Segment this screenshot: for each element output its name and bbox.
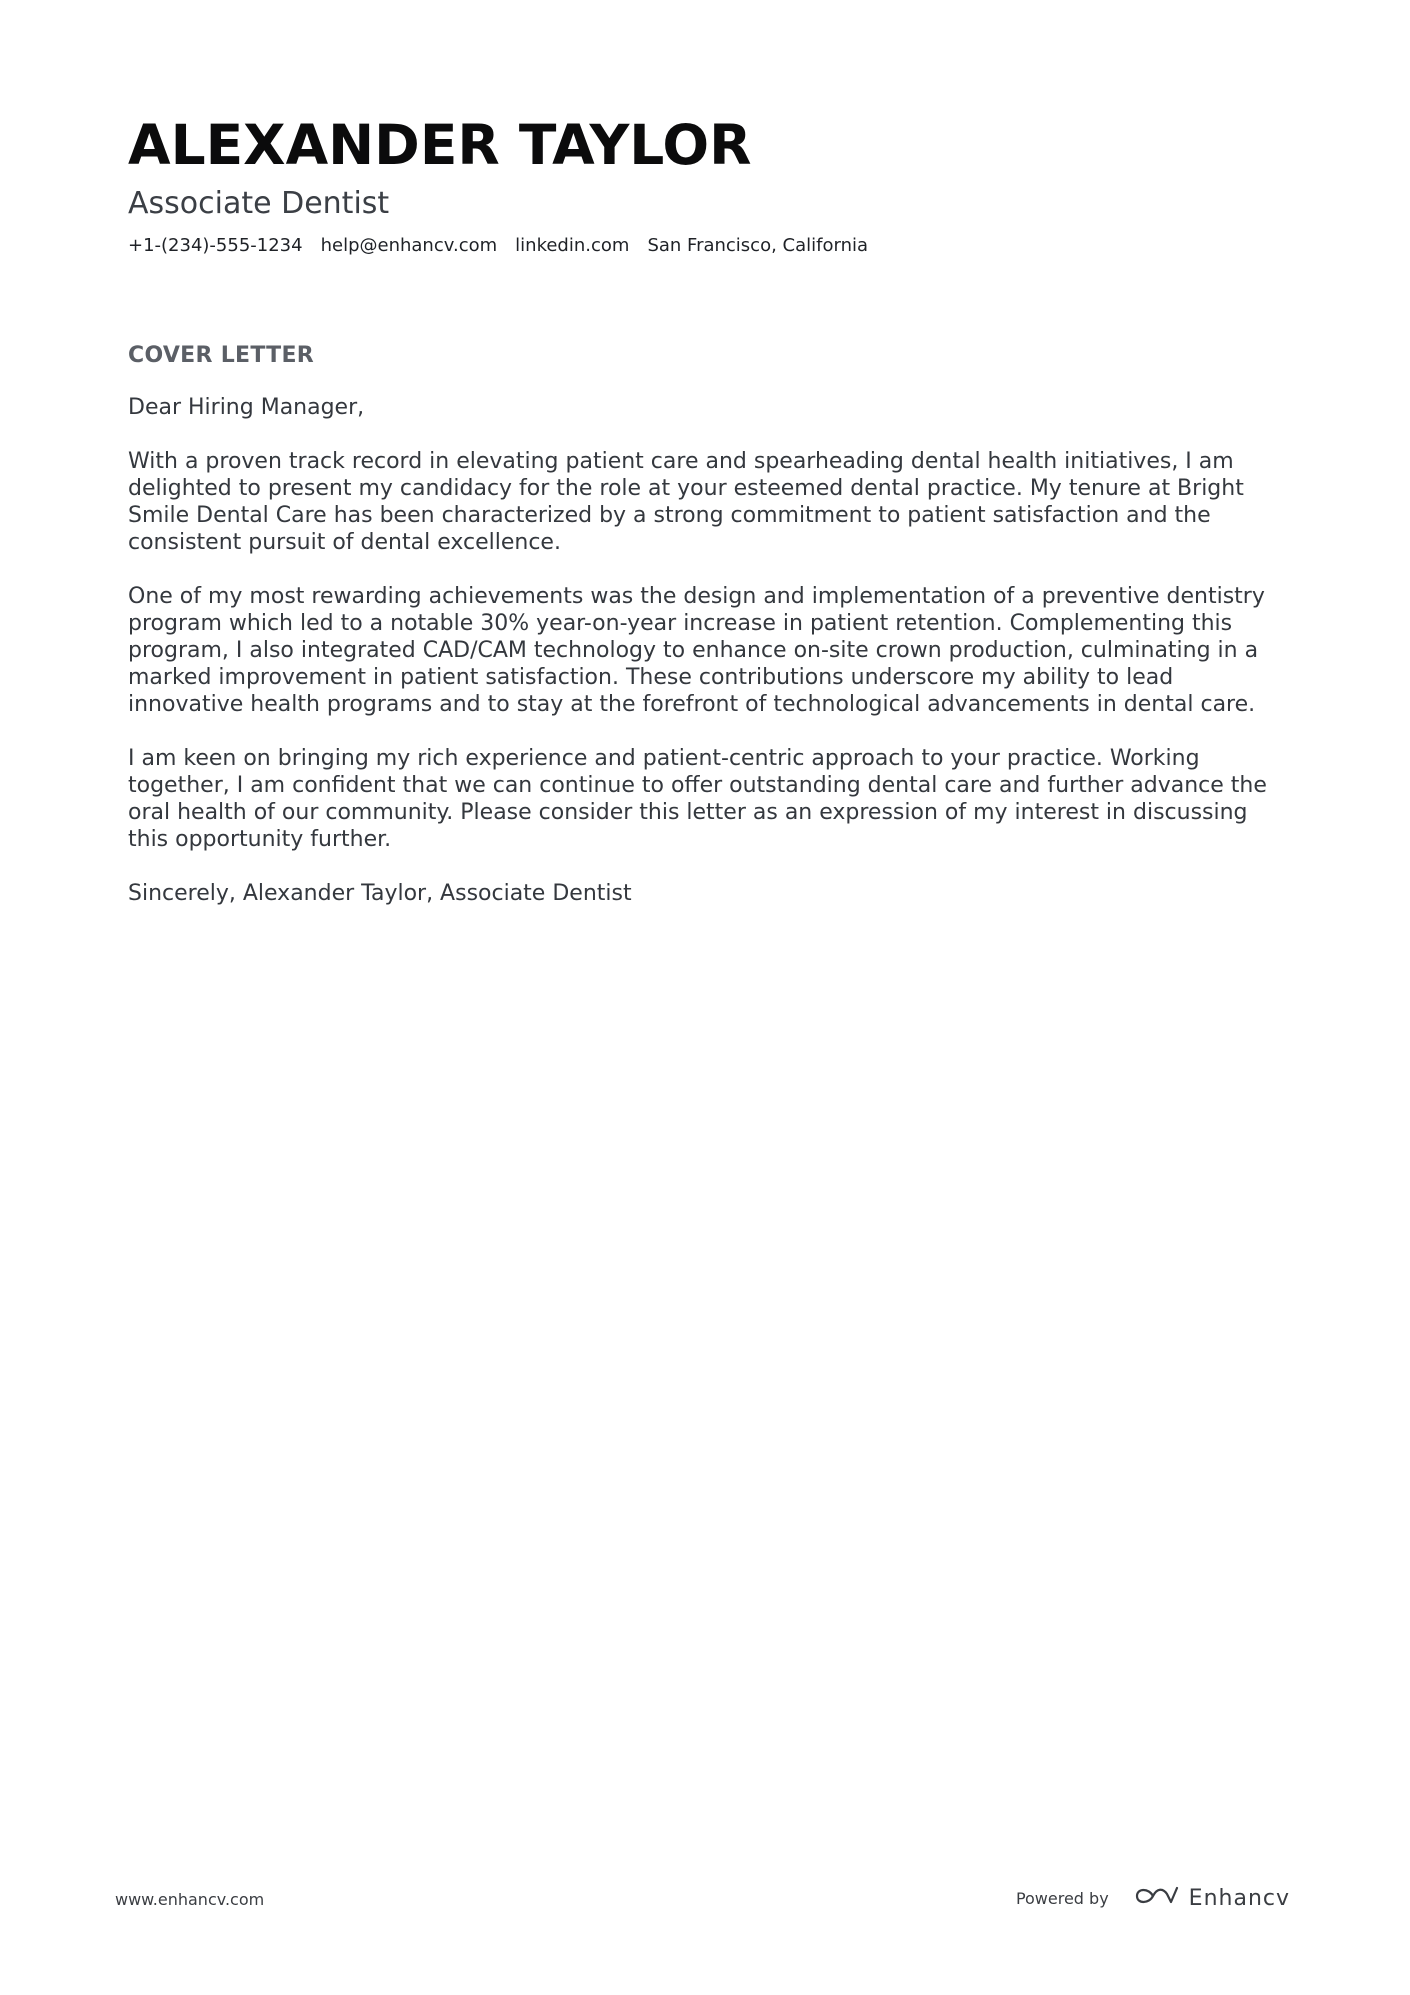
brand-name: Enhancv bbox=[1188, 1886, 1290, 1911]
closing: Sincerely, Alexander Taylor, Associate Dentist bbox=[128, 881, 632, 906]
contact-email: help@enhancv.com bbox=[320, 235, 498, 256]
section-title: COVER LETTER bbox=[128, 343, 315, 368]
candidate-name: ALEXANDER TAYLOR bbox=[128, 113, 752, 177]
contact-location: San Francisco, California bbox=[647, 235, 869, 256]
letter-paragraph: I am keen on bringing my rich experience and patient-centric approach to your practice. Working together, I am confident that we can continue to offer outstanding dental care and further advance the oral health of our community. Please consider this letter as an expression of my interest in discussing this opportunity further. bbox=[128, 746, 1267, 852]
brand-logo[interactable] bbox=[1133, 1884, 1290, 1913]
enhancv-logo-icon bbox=[1133, 1884, 1179, 1913]
candidate-role: Associate Dentist bbox=[128, 186, 390, 221]
contact-linkedin: linkedin.com bbox=[515, 235, 630, 256]
contact-info bbox=[128, 234, 1278, 258]
powered-by-label: Powered by bbox=[1015, 1889, 1109, 1908]
header bbox=[128, 110, 1278, 258]
powered-by bbox=[1016, 1884, 1290, 1913]
footer-website-link[interactable]: www.enhancv.com bbox=[115, 1890, 265, 1909]
letter-paragraph: One of my most rewarding achievements was the design and implementation of a preventive dentistry program which led to a notable 30% year-on-year increase in patient retention. Complementing this program, I also integrated CAD/CAM technology to enhance on-site crown production, culminating in a marked improvement in patient satisfaction. These contributions underscore my ability to lead innovative health programs and to stay at the forefront of technological advancements in dental care. bbox=[128, 584, 1265, 717]
letter-paragraph: With a proven track record in elevating patient care and spearheading dental health initiatives, I am delighted to present my candidacy for the role at your esteemed dental practice. My tenure at Bright Smile Dental Care has been characterized by a strong commitment to patient satisfaction and the consistent pursuit of dental excellence. bbox=[128, 449, 1244, 555]
cover-letter bbox=[128, 342, 1288, 934]
greeting: Dear Hiring Manager, bbox=[128, 395, 365, 420]
footer bbox=[0, 1880, 1410, 1920]
contact-phone: +1-(234)-555-1234 bbox=[128, 235, 303, 256]
